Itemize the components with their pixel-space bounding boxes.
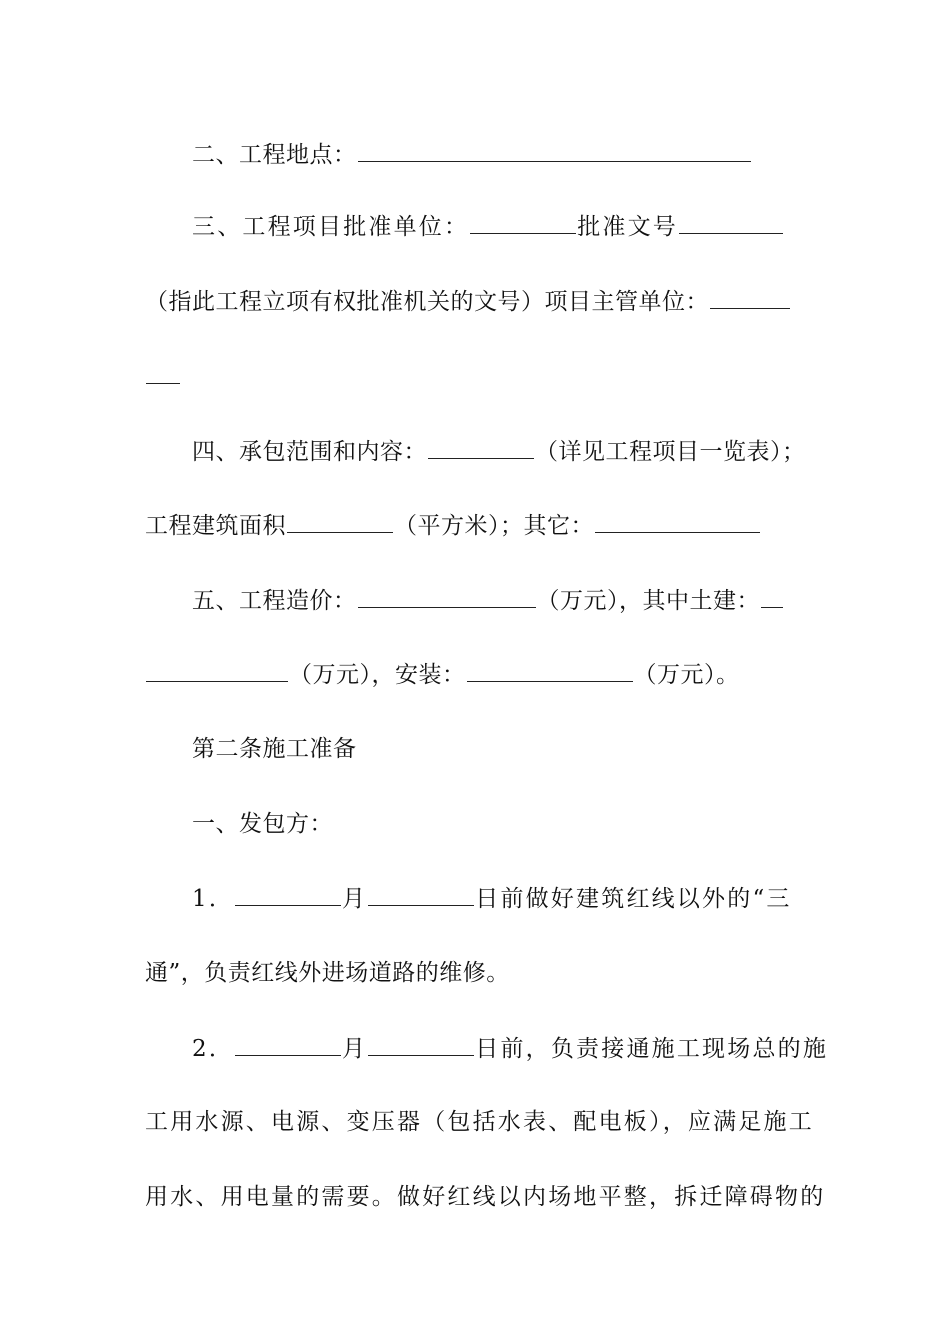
text: （万元）。 <box>633 662 740 688</box>
text: 1． <box>192 886 235 912</box>
fill-blank-project-cost[interactable] <box>358 580 536 608</box>
fill-blank-approval-number[interactable] <box>679 206 783 234</box>
clause-project-cost-continued <box>145 654 810 694</box>
section-heading-preparation <box>192 729 810 769</box>
text: 三、工程项目批准单位： <box>192 214 470 240</box>
fill-blank-scope[interactable] <box>428 431 534 459</box>
text: 一、发包方： <box>192 811 333 837</box>
fill-blank-item2-month[interactable] <box>235 1028 341 1056</box>
text: 批准文号 <box>577 214 679 240</box>
item-1-continued <box>145 953 810 993</box>
text: （详见工程项目一览表）； <box>535 439 806 465</box>
fill-blank-installation-cost[interactable] <box>467 654 633 682</box>
text: （指此工程立项有权批准机关的文号）项目主管单位： <box>145 289 709 315</box>
text: 月 <box>342 886 368 912</box>
text: 2． <box>192 1036 235 1062</box>
item-2-continued-2 <box>145 1177 826 1217</box>
fill-blank-item1-month[interactable] <box>235 878 341 906</box>
fill-blank-approval-unit[interactable] <box>470 206 576 234</box>
clause-scope <box>192 431 810 471</box>
text: 四、承包范围和内容： <box>192 439 427 465</box>
clause-building-area <box>145 505 810 545</box>
item-2 <box>192 1028 829 1068</box>
text: 日前做好建筑红线以外的“三 <box>475 886 792 912</box>
fill-blank-supervising-unit-continued[interactable] <box>146 356 180 384</box>
clause-approval-note <box>145 281 810 321</box>
fill-blank-civil-cost-continued[interactable] <box>146 654 288 682</box>
text: （平方米）；其它： <box>394 513 594 539</box>
fill-blank-item2-day[interactable] <box>368 1028 474 1056</box>
text: 工程建筑面积 <box>145 513 286 539</box>
text: 用水、用电量的需要。做好红线以内场地平整，拆迁障碍物的 <box>145 1184 826 1210</box>
fill-blank-civil-cost[interactable] <box>761 580 783 608</box>
subsection-heading-employer <box>192 804 810 844</box>
clause-approval-unit <box>192 206 810 246</box>
clause-project-cost <box>192 580 810 620</box>
clause-approval-note-continued <box>145 356 810 396</box>
text: 五、工程造价： <box>192 588 357 614</box>
fill-blank-supervising-unit[interactable] <box>710 281 790 309</box>
fill-blank-item1-day[interactable] <box>368 878 474 906</box>
text: 月 <box>342 1036 368 1062</box>
text: （万元），安装： <box>289 662 466 688</box>
clause-project-location <box>192 134 810 174</box>
text: （万元），其中土建： <box>536 588 760 614</box>
item-2-continued-1 <box>145 1102 814 1142</box>
text: 二、工程地点： <box>192 142 357 168</box>
item-1 <box>192 878 810 918</box>
text: 日前，负责接通施工现场总的施 <box>475 1036 829 1062</box>
text: 工用水源、电源、变压器（包括水表、配电板），应满足施工 <box>145 1109 814 1135</box>
text: 通”，负责红线外进场道路的维修。 <box>145 960 510 986</box>
fill-blank-project-location[interactable] <box>358 134 751 162</box>
fill-blank-building-area[interactable] <box>287 505 393 533</box>
text: 第二条施工准备 <box>192 736 357 762</box>
fill-blank-other[interactable] <box>595 505 760 533</box>
